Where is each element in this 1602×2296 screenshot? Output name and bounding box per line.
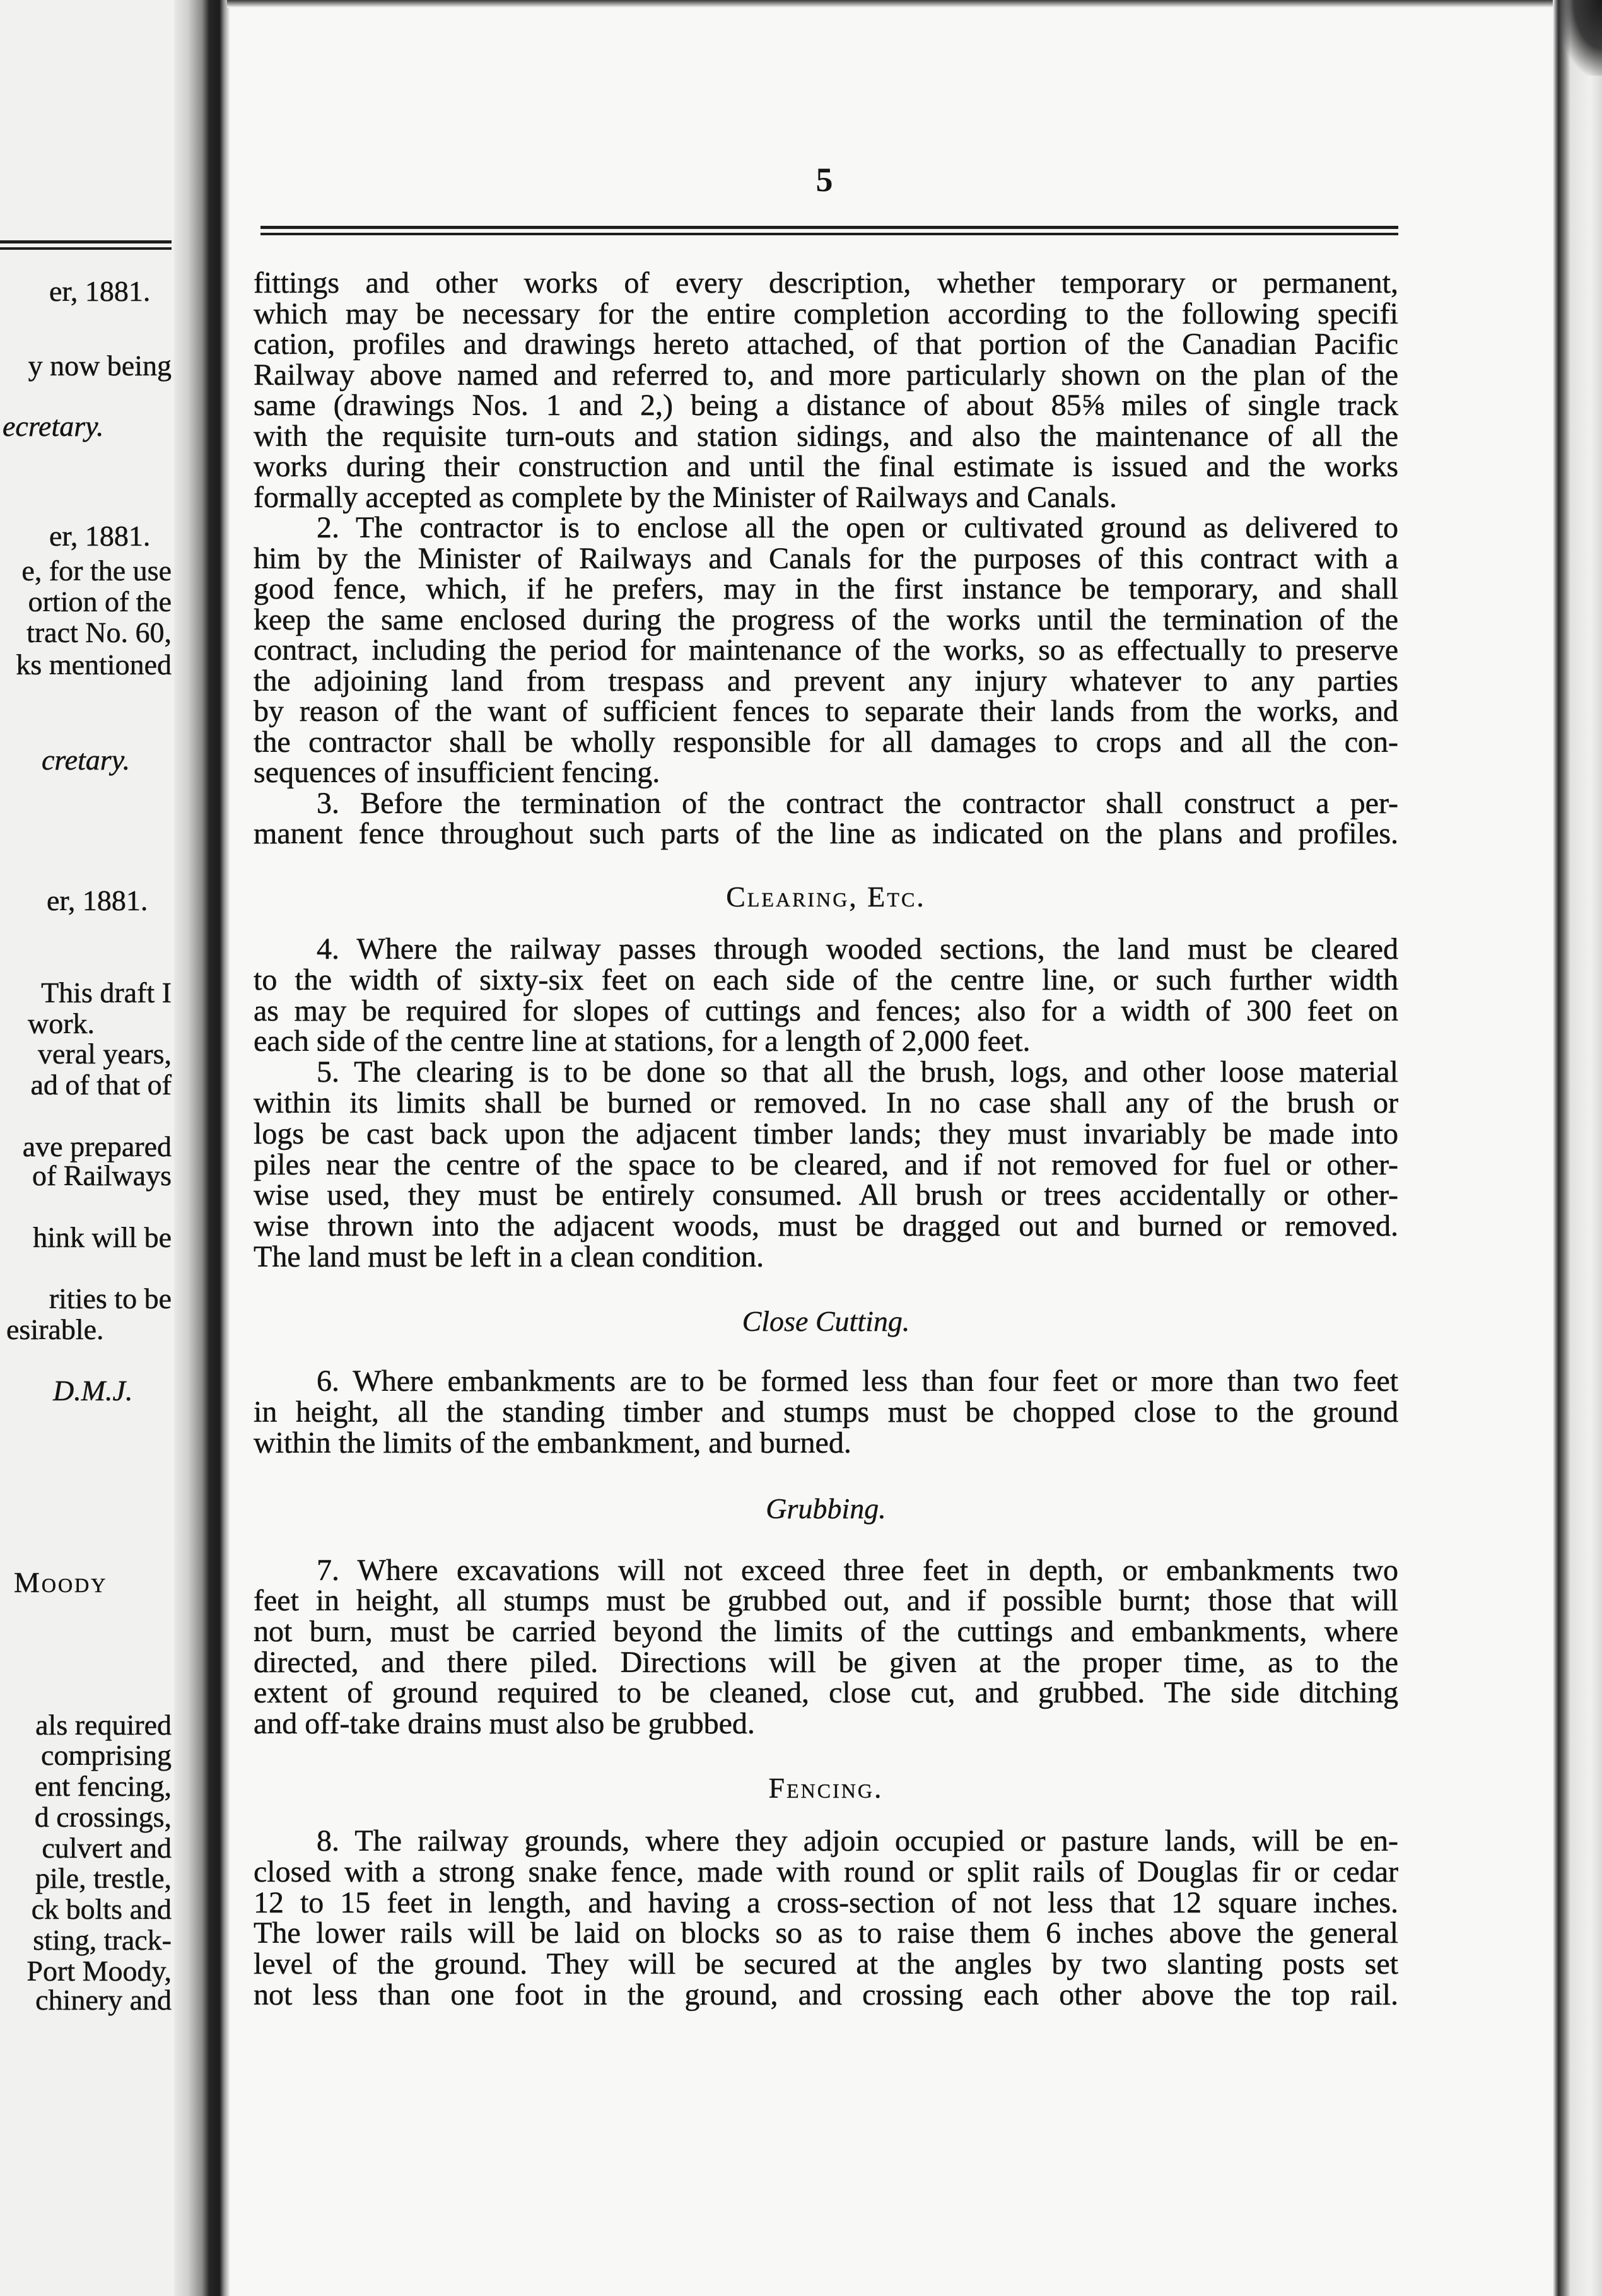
header-rule [260, 226, 1398, 235]
text-line: with the requisite turn-outs and station sidings, and also the maintenance of all the [254, 419, 1398, 453]
facing-page-line: comprising [41, 1739, 172, 1771]
facing-page-line: Port Moody, [26, 1955, 172, 1987]
facing-page-line: er, 1881. [49, 520, 151, 552]
facing-page-line: This draft I [41, 976, 172, 1009]
facing-page-line: ck bolts and [31, 1893, 172, 1925]
text-line: extent of ground required to be cleaned, close cut, and grubbed. The side ditching [254, 1676, 1398, 1709]
facing-page-line: er, 1881. [47, 884, 148, 917]
paragraph-4-start: 4. Where the railway passes through wooded sections, the land must be cleared [317, 932, 1398, 966]
section-heading-grubbing: Grubbing. [766, 1492, 886, 1525]
facing-page-strip [0, 0, 175, 2296]
facing-page-line: ave prepared [22, 1130, 172, 1163]
text-line: cation, profiles and drawings hereto attached, of that portion of the Canadian Pacific [254, 327, 1398, 361]
facing-page-line: work. [28, 1007, 95, 1040]
facing-page-line: Moody [14, 1566, 108, 1598]
text-line: Railway above named and referred to, and more particularly shown on the plan of the [254, 358, 1398, 392]
text-line: works during their construction and until the final estimate is issued and the works [254, 450, 1398, 483]
facing-page-line: ent fencing, [34, 1770, 172, 1802]
facing-page-line: als required [35, 1709, 172, 1741]
text-line: him by the Minister of Railways and Canals for the purposes of this contract with a [254, 542, 1398, 575]
text-line: formally accepted as complete by the Minister of Railways and Canals. [254, 481, 1117, 514]
text-line: The lower rails will be laid on blocks so as to raise them 6 inches above the general [254, 1916, 1398, 1950]
binding-gutter [174, 0, 230, 2296]
facing-page-line: ks mentioned [16, 648, 172, 681]
facing-page-line: pile, trestle, [35, 1862, 172, 1894]
text-line: 12 to 15 feet in length, and having a cross-section of not less that 12 square inches. [254, 1886, 1398, 1919]
text-line: piles near the centre of the space to be cleared, and if not removed for fuel or other- [254, 1148, 1398, 1181]
facing-page-line: chinery and [35, 1984, 172, 2016]
text-line: level of the ground. They will be secured at the angles by two slanting posts set [254, 1947, 1398, 1981]
facing-page-line: er, 1881. [49, 275, 151, 307]
facing-page-line: esirable. [6, 1313, 104, 1345]
paragraph-7-start: 7. Where excavations will not exceed three feet in depth, or embankments two [317, 1554, 1398, 1587]
facing-page-line: sting, track- [33, 1924, 172, 1956]
facing-page-line: rities to be [49, 1282, 172, 1315]
facing-page-signature: D.M.J. [53, 1374, 133, 1407]
section-heading-clearing: Clearing, Etc. [726, 881, 926, 913]
text-line: in height, all the standing timber and stumps must be chopped close to the ground [254, 1395, 1398, 1429]
paragraph-3-start: 3. Before the termination of the contract the contractor shall construct a per- [317, 787, 1398, 820]
page-right-edge [1553, 0, 1602, 2296]
text-line: sequences of insufficient fencing. [254, 756, 660, 789]
text-line: good fence, which, if he prefers, may in the first instance be temporary, and shall [254, 572, 1398, 606]
facing-page-rule [0, 240, 172, 250]
facing-page-line: veral years, [38, 1038, 172, 1070]
text-line: within the limits of the embankment, and burned. [254, 1426, 851, 1460]
text-line: to the width of sixty-six feet on each side of the centre line, or such further width [254, 963, 1398, 997]
text-line: wise thrown into the adjacent woods, must be dragged out and burned or removed. [254, 1209, 1398, 1243]
facing-page-line: hink will be [33, 1221, 172, 1253]
section-heading-close-cutting: Close Cutting. [742, 1305, 910, 1337]
facing-page-line: y now being [28, 349, 172, 382]
paragraph-8-start: 8. The railway grounds, where they adjoin occupied or pasture lands, will be en- [317, 1824, 1398, 1858]
text-line: logs be cast back upon the adjacent timber lands; they must invariably be made into [254, 1117, 1398, 1151]
text-line: directed, and there piled. Directions will be given at the proper time, as to the [254, 1646, 1398, 1679]
facing-page-line: of Railways [32, 1159, 172, 1192]
facing-page-line: culvert and [42, 1832, 172, 1864]
text-line: feet in height, all stumps must be grubbed out, and if possible burnt; those that will [254, 1584, 1398, 1617]
text-line: manent fence throughout such parts of the line as indicated on the plans and profiles. [254, 817, 1398, 850]
facing-page-line: tract No. 60, [26, 616, 172, 648]
text-line: closed with a strong snake fence, made with round or split rails of Douglas fir or cedar [254, 1855, 1398, 1889]
facing-page-line: ad of that of [30, 1069, 172, 1101]
text-line: not less than one foot in the ground, and crossing each other above the top rail. [254, 1978, 1398, 2012]
text-line: and off-take drains must also be grubbed. [254, 1707, 755, 1740]
text-line: contract, including the period for maintenance of the works, so as effectually to preserve [254, 633, 1398, 667]
text-line: the contractor shall be wholly responsible for all damages to crops and all the con- [254, 725, 1398, 759]
text-line: within its limits shall be burned or removed. In no case shall any of the brush or [254, 1086, 1398, 1120]
text-line: keep the same enclosed during the progress of the works until the termination of the [254, 603, 1398, 636]
text-line: same (drawings Nos. 1 and 2,) being a distance of about 85⅝ miles of single track [254, 389, 1398, 422]
text-line: each side of the centre line at stations, for a length of 2,000 feet. [254, 1024, 1031, 1058]
facing-page-line: cretary. [42, 744, 131, 776]
paragraph-2-start: 2. The contractor is to enclose all the open or cultivated ground as delivered to [317, 511, 1398, 544]
page-corner-shadow [1558, 0, 1602, 76]
section-heading-fencing: Fencing. [768, 1772, 884, 1804]
page-number: 5 [816, 161, 833, 199]
text-line: not burn, must be carried beyond the limits of the cuttings and embankments, where [254, 1615, 1398, 1648]
facing-page-line: ortion of the [28, 585, 172, 618]
text-line: which may be necessary for the entire completion according to the following specifi [254, 297, 1398, 331]
facing-page-line: e, for the use [21, 554, 172, 587]
text-line: by reason of the want of sufficient fences to separate their lands from the works, and [254, 694, 1398, 728]
facing-page-line: d crossings, [34, 1801, 172, 1833]
paragraph-6-start: 6. Where embankments are to be formed less than four feet or more than two feet [317, 1364, 1398, 1398]
page-top-edge [227, 0, 1554, 8]
text-line: wise used, they must be entirely consumed. All brush or trees accidentally or other- [254, 1178, 1398, 1212]
text-line: the adjoining land from trespass and prevent any injury whatever to any parties [254, 664, 1398, 698]
facing-page-line: ecretary. [3, 410, 104, 442]
text-line: as may be required for slopes of cuttings and fences; also for a width of 300 feet on [254, 994, 1398, 1028]
text-line: fittings and other works of every description, whether temporary or permanent, [254, 266, 1398, 300]
paragraph-5-start: 5. The clearing is to be done so that all the brush, logs, and other loose material [317, 1055, 1398, 1089]
text-line: The land must be left in a clean condition. [254, 1240, 764, 1274]
